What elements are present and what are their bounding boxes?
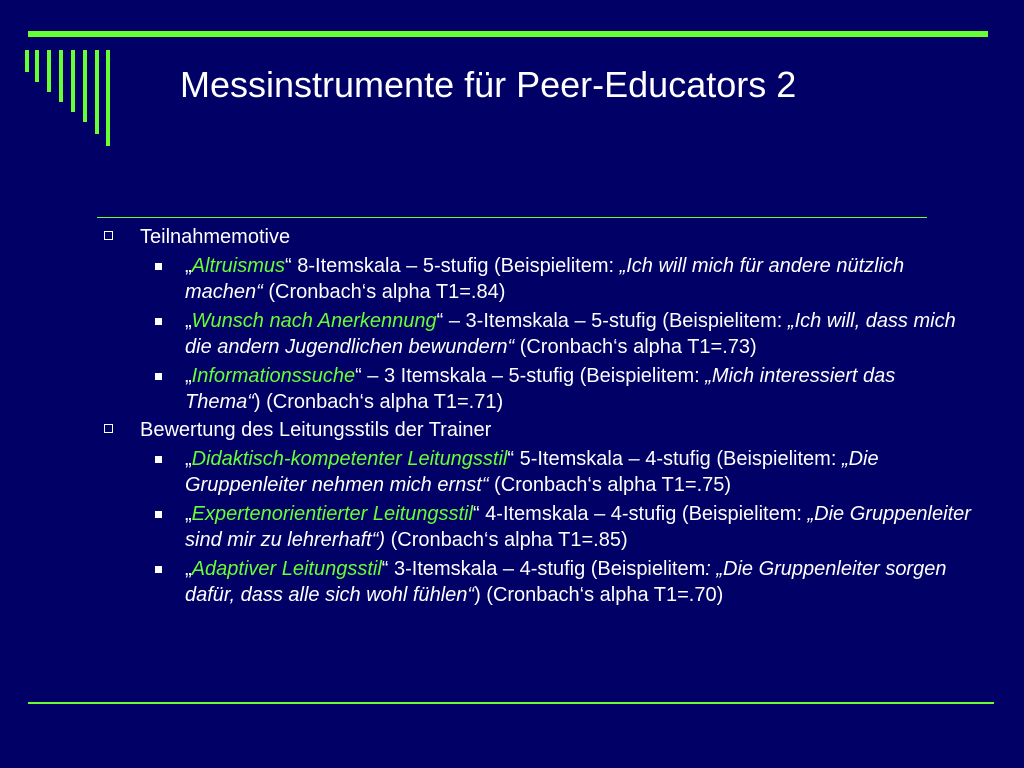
scale-name: Adaptiver Leitungsstil: [191, 558, 382, 580]
top-accent-rule: [28, 31, 988, 37]
list-item: „Expertenorientierter Leitungsstil“ 4-Itemskala – 4-stufig (Beispielitem: „Die Gruppenleiter sind mir zu lehrerhaft“) (Cronbach‘s alpha T1=.85): [100, 501, 975, 553]
example-item: „Die Gruppenleiter sind mir zu lehrerhaft“): [185, 503, 971, 551]
square-bullet-icon: [104, 231, 113, 240]
list-item: „Wunsch nach Anerkennung“ – 3-Itemskala – 5-stufig (Beispielitem: „Ich will, dass mich die andern Jugendlichen bewundern“ (Cronbach‘s alpha T1=.73): [100, 308, 975, 360]
list-item: „Informationssuche“ – 3 Itemskala – 5-stufig (Beispielitem: „Mich interessiert das Thema“) (Cronbach‘s alpha T1=.71): [100, 363, 975, 415]
example-item: : „Die Gruppenleiter sorgen dafür, dass alle sich wohl fühlen“: [185, 558, 947, 606]
scale-name: Expertenorientierter Leitungsstil: [191, 503, 473, 525]
scale-name: Wunsch nach Anerkennung: [191, 310, 437, 332]
slide-content: [100, 222, 980, 608]
list-item: „Adaptiver Leitungsstil“ 3-Itemskala – 4-stufig (Beispielitem: „Die Gruppenleiter sorgen dafür, dass alle sich wohl fühlen“) (Cronbach‘s alpha T1=.70): [100, 556, 975, 608]
slide-title: Messinstrumente für Peer-Educators 2: [180, 64, 797, 105]
list-item: „Didaktisch-kompetenter Leitungsstil“ 5-Itemskala – 4-stufig (Beispielitem: „Die Gruppenleiter nehmen mich ernst“ (Cronbach‘s alpha T1=.75): [100, 446, 975, 498]
example-item: „Ich will mich für andere nützlich machen“: [185, 255, 905, 303]
scale-name: Altruismus: [191, 255, 286, 277]
title-underline-rule: [97, 217, 927, 218]
example-item: „Die Gruppenleiter nehmen mich ernst“: [185, 448, 879, 496]
square-bullet-icon: [155, 511, 162, 518]
scale-name: Informationssuche: [191, 365, 356, 387]
section-leitungsstil: [100, 417, 980, 443]
example-item: „Mich interessiert das Thema“: [185, 365, 896, 413]
list-item: „Altruismus“ 8-Itemskala – 5-stufig (Beispielitem: „Ich will mich für andere nützlich machen“ (Cronbach‘s alpha T1=.84): [100, 253, 975, 305]
square-bullet-icon: [155, 566, 162, 573]
square-bullet-icon: [155, 263, 162, 270]
decorative-bars: [25, 50, 115, 150]
example-item: „Ich will, dass mich die andern Jugendlichen bewundern“: [185, 310, 956, 358]
square-bullet-icon: [155, 318, 162, 325]
square-bullet-icon: [104, 424, 113, 433]
section-teilnahmemotive: [100, 224, 980, 250]
section-label: Bewertung des Leitungsstils der Trainer: [140, 419, 492, 441]
scale-name: Didaktisch-kompetenter Leitungsstil: [191, 448, 508, 470]
square-bullet-icon: [155, 373, 162, 380]
square-bullet-icon: [155, 456, 162, 463]
section-label: Teilnahmemotive: [140, 226, 291, 248]
bottom-accent-rule: [28, 702, 994, 704]
